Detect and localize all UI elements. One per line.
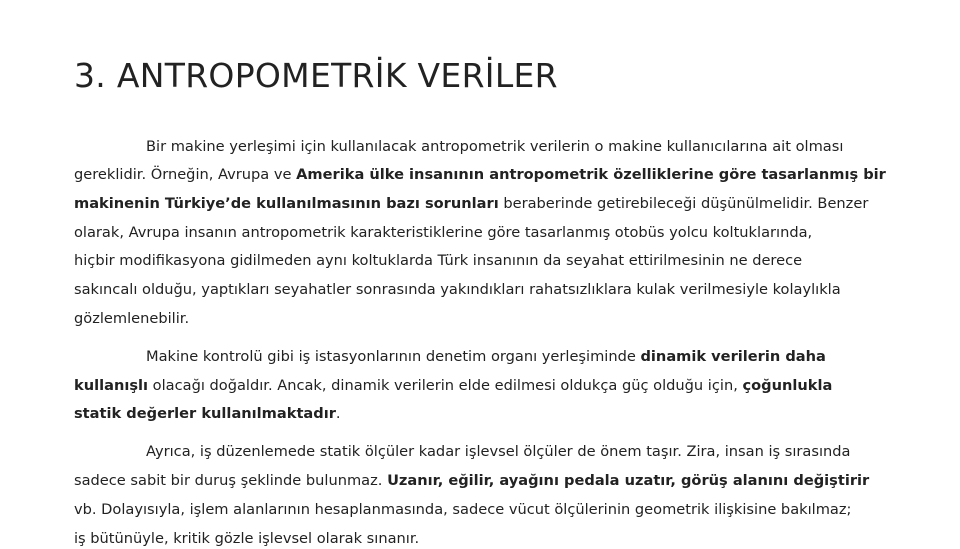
text-run: Makine kontrolü gibi iş istasyonlarının denetim organı yerleşiminde <box>146 348 641 365</box>
paragraph-1-line-6: sakıncalı olduğu, yaptıkları seyahatler sonrasında yakındıkları rahatsızlıklara kulak verilmesiyle kolaylıkla <box>74 281 841 298</box>
paragraph-1-line-1: Bir makine yerleşimi için kullanılacak antropometrik verilerin o makine kullanıcılarına ait olması <box>146 138 844 155</box>
text-run: gereklidir. Örneğin, Avrupa ve <box>74 166 297 183</box>
paragraph-2-line-1 <box>146 347 826 367</box>
text-run: olacağı doğaldır. Ancak, dinamik verilerin elde edilmesi oldukça güç olduğu için, <box>148 377 743 394</box>
paragraph-1-line-7: gözlemlenebilir. <box>74 310 190 327</box>
page-title: 3. ANTROPOMETRİK VERİLER <box>74 56 558 95</box>
bold-text-run: Amerika ülke insanının antropometrik özelliklerine göre tasarlanmış bir <box>296 166 886 183</box>
paragraph-3-line-3: vb. Dolayısıyla, işlem alanlarının hesaplanmasında, sadece vücut ölçülerinin geometrik ilişkisine bakılmaz; <box>74 501 852 518</box>
paragraph-1-line-4: olarak, Avrupa insanın antropometrik karakteristiklerine göre tasarlanmış otobüs yolcu koltuklarında, <box>74 224 813 241</box>
bold-text-run: Uzanır, eğilir, ayağını pedala uzatır, görüş alanını değiştirir <box>387 472 870 489</box>
paragraph-3-line-4: iş bütünüyle, kritik gözle işlevsel olarak sınanır. <box>74 530 420 547</box>
paragraph-1-line-5: hiçbir modifikasyona gidilmeden aynı koltuklarda Türk insanının da seyahat ettirilmesinin ne derece <box>74 252 803 269</box>
text-run: beraberinde getirebileceği düşünülmelidir. Benzer <box>498 195 869 212</box>
bold-text-run: statik değerler kullanılmaktadır <box>74 405 336 422</box>
bold-text-run: dinamik verilerin daha <box>640 348 826 365</box>
paragraph-1-line-3 <box>74 194 868 214</box>
text-run: . <box>335 405 341 422</box>
bold-text-run: çoğunlukla <box>742 377 833 394</box>
bold-text-run: kullanışlı <box>74 377 149 394</box>
text-run: sadece sabit bir duruş şeklinde bulunmaz. <box>74 472 388 489</box>
paragraph-3-line-2 <box>74 471 869 491</box>
paragraph-1-line-2 <box>74 165 886 185</box>
paragraph-2-line-2 <box>74 376 832 396</box>
paragraph-2-line-3 <box>74 404 341 424</box>
paragraph-3-line-1: Ayrıca, iş düzenlemede statik ölçüler kadar işlevsel ölçüler de önem taşır. Zira, insan iş sırasında <box>146 443 851 460</box>
bold-text-run: makinenin Türkiye’de kullanılmasının bazı sorunları <box>74 195 499 212</box>
